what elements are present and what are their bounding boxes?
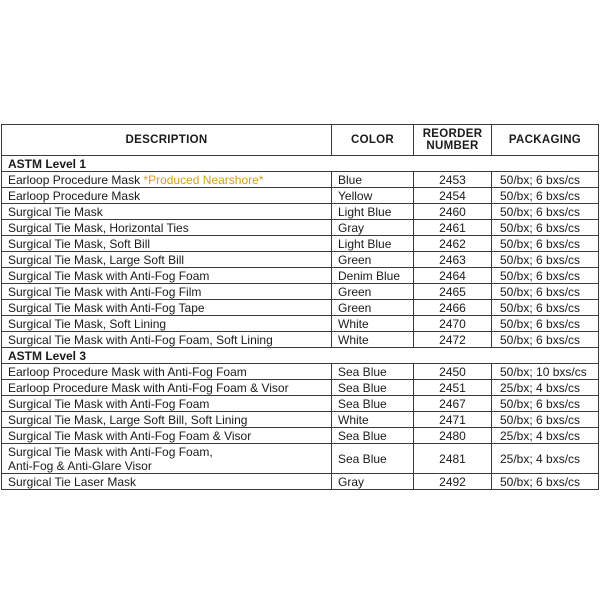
cell-description: [2, 412, 332, 428]
description-text: Earloop Procedure Mask with Anti-Fog Foam & Visor: [8, 380, 289, 395]
cell-description: [2, 444, 332, 474]
cell-description: [2, 268, 332, 284]
cell-packaging: 50/bx; 6 bxs/cs: [492, 204, 599, 220]
cell-description: [2, 172, 332, 188]
cell-packaging: 50/bx; 6 bxs/cs: [492, 284, 599, 300]
cell-reorder-number: 2470: [414, 316, 492, 332]
table-row: [2, 188, 599, 204]
cell-color: Light Blue: [332, 204, 414, 220]
cell-reorder-number: 2480: [414, 428, 492, 444]
cell-color: White: [332, 332, 414, 348]
section-title: ASTM Level 1: [2, 156, 599, 172]
cell-description: [2, 204, 332, 220]
description-text: Surgical Tie Mask with Anti-Fog Foam: [8, 396, 210, 411]
description-text: Surgical Tie Mask, Soft Lining: [8, 316, 167, 331]
cell-packaging: 50/bx; 6 bxs/cs: [492, 300, 599, 316]
description-text: Surgical Tie Mask with Anti-Fog Foam & Visor: [8, 428, 252, 443]
description-text: Surgical Tie Mask with Anti-Fog Foam,: [8, 444, 213, 459]
cell-packaging: 50/bx; 6 bxs/cs: [492, 316, 599, 332]
header-description: DESCRIPTION: [2, 125, 332, 156]
table-row: [2, 428, 599, 444]
table-row: [2, 444, 599, 474]
cell-packaging: 50/bx; 6 bxs/cs: [492, 332, 599, 348]
cell-description: [2, 300, 332, 316]
header-color: COLOR: [332, 125, 414, 156]
product-table-container: [1, 124, 598, 490]
description-text: Surgical Tie Mask with Anti-Fog Film: [8, 284, 202, 299]
cell-color: Green: [332, 252, 414, 268]
description-text: Surgical Tie Mask, Large Soft Bill, Soft Lining: [8, 412, 248, 427]
table-row: [2, 284, 599, 300]
produced-nearshore-note: *Produced Nearshore*: [143, 172, 264, 187]
cell-reorder-number: 2451: [414, 380, 492, 396]
table-row: [2, 412, 599, 428]
cell-description: [2, 188, 332, 204]
description-text: Earloop Procedure Mask: [8, 188, 141, 203]
section-title: ASTM Level 3: [2, 348, 599, 364]
description-text-line2: Anti-Fog & Anti-Glare Visor: [8, 458, 152, 473]
cell-packaging: 50/bx; 6 bxs/cs: [492, 474, 599, 490]
table-row: [2, 268, 599, 284]
cell-description: [2, 474, 332, 490]
cell-packaging: 25/bx; 4 bxs/cs: [492, 380, 599, 396]
cell-color: Sea Blue: [332, 364, 414, 380]
cell-color: White: [332, 412, 414, 428]
header-reorder-number: [414, 125, 492, 156]
cell-packaging: 50/bx; 6 bxs/cs: [492, 236, 599, 252]
cell-description: [2, 428, 332, 444]
description-text: Surgical Tie Mask, Soft Bill: [8, 236, 151, 251]
cell-color: Green: [332, 300, 414, 316]
cell-reorder-number: 2463: [414, 252, 492, 268]
section-row: [2, 348, 599, 364]
cell-color: Denim Blue: [332, 268, 414, 284]
cell-reorder-number: 2450: [414, 364, 492, 380]
cell-color: Yellow: [332, 188, 414, 204]
product-table: [1, 124, 599, 490]
header-reorder-line1: REORDER: [422, 128, 483, 140]
cell-packaging: 50/bx; 6 bxs/cs: [492, 220, 599, 236]
cell-reorder-number: 2453: [414, 172, 492, 188]
cell-color: Sea Blue: [332, 396, 414, 412]
cell-color: Green: [332, 284, 414, 300]
cell-packaging: 25/bx; 4 bxs/cs: [492, 444, 599, 474]
table-row: [2, 252, 599, 268]
table-row: [2, 474, 599, 490]
cell-description: [2, 396, 332, 412]
cell-packaging: 50/bx; 6 bxs/cs: [492, 188, 599, 204]
cell-packaging: 50/bx; 6 bxs/cs: [492, 268, 599, 284]
table-row: [2, 380, 599, 396]
description-text: Surgical Tie Mask with Anti-Fog Foam: [8, 268, 210, 283]
table-body: [2, 156, 599, 490]
description-text: Earloop Procedure Mask with Anti-Fog Foam: [8, 364, 247, 379]
description-text: Surgical Tie Laser Mask: [8, 474, 137, 489]
cell-color: Blue: [332, 172, 414, 188]
description-text: Surgical Tie Mask with Anti-Fog Foam, Soft Lining: [8, 332, 273, 347]
cell-reorder-number: 2492: [414, 474, 492, 490]
cell-reorder-number: 2461: [414, 220, 492, 236]
cell-color: Gray: [332, 220, 414, 236]
table-row: [2, 172, 599, 188]
cell-reorder-number: 2466: [414, 300, 492, 316]
description-text: Surgical Tie Mask with Anti-Fog Tape: [8, 300, 205, 315]
table-row: [2, 300, 599, 316]
cell-reorder-number: 2465: [414, 284, 492, 300]
table-row: [2, 316, 599, 332]
header-packaging: PACKAGING: [492, 125, 599, 156]
cell-packaging: 50/bx; 6 bxs/cs: [492, 412, 599, 428]
header-row: [2, 125, 599, 156]
cell-reorder-number: 2481: [414, 444, 492, 474]
cell-color: Light Blue: [332, 236, 414, 252]
cell-packaging: 25/bx; 4 bxs/cs: [492, 428, 599, 444]
table-row: [2, 220, 599, 236]
table-row: [2, 364, 599, 380]
description-text: Surgical Tie Mask, Horizontal Ties: [8, 220, 189, 235]
cell-packaging: 50/bx; 10 bxs/cs: [492, 364, 599, 380]
description-text: Surgical Tie Mask, Large Soft Bill: [8, 252, 185, 267]
description-text: Surgical Tie Mask: [8, 204, 103, 219]
cell-color: White: [332, 316, 414, 332]
cell-reorder-number: 2467: [414, 396, 492, 412]
section-row: [2, 156, 599, 172]
cell-reorder-number: 2460: [414, 204, 492, 220]
cell-reorder-number: 2462: [414, 236, 492, 252]
cell-reorder-number: 2472: [414, 332, 492, 348]
cell-description: [2, 364, 332, 380]
cell-packaging: 50/bx; 6 bxs/cs: [492, 396, 599, 412]
table-row: [2, 236, 599, 252]
cell-color: Gray: [332, 474, 414, 490]
cell-packaging: 50/bx; 6 bxs/cs: [492, 252, 599, 268]
cell-description: [2, 380, 332, 396]
cell-description: [2, 284, 332, 300]
cell-color: Sea Blue: [332, 380, 414, 396]
header-reorder-line2: NUMBER: [426, 140, 479, 152]
cell-packaging: 50/bx; 6 bxs/cs: [492, 172, 599, 188]
cell-reorder-number: 2454: [414, 188, 492, 204]
cell-description: [2, 220, 332, 236]
table-row: [2, 204, 599, 220]
cell-color: Sea Blue: [332, 428, 414, 444]
cell-description: [2, 316, 332, 332]
cell-description: [2, 332, 332, 348]
cell-reorder-number: 2464: [414, 268, 492, 284]
cell-description: [2, 236, 332, 252]
table-row: [2, 332, 599, 348]
cell-reorder-number: 2471: [414, 412, 492, 428]
description-text: Earloop Procedure Mask: [8, 172, 144, 187]
table-row: [2, 396, 599, 412]
cell-color: Sea Blue: [332, 444, 414, 474]
cell-description: [2, 252, 332, 268]
